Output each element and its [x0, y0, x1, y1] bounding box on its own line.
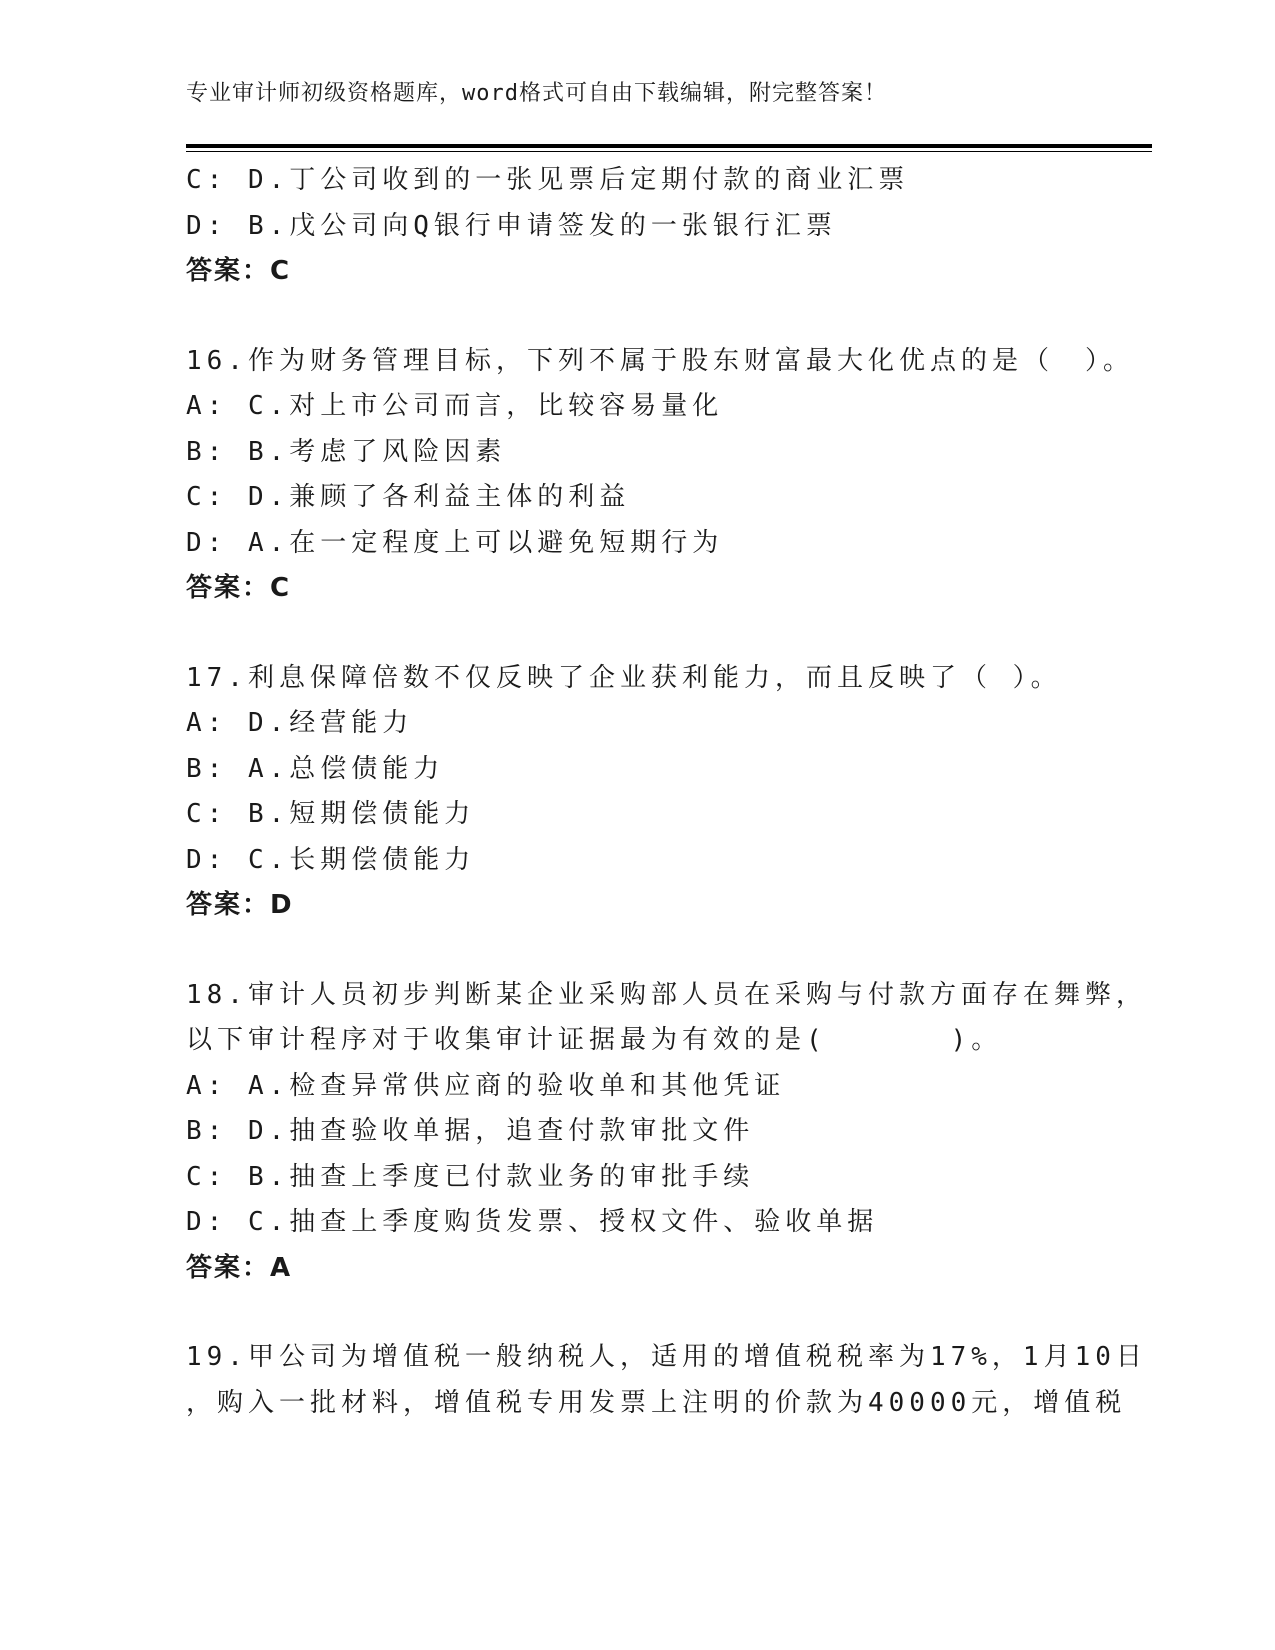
option-b: B: B.考虑了风险因素 — [186, 436, 507, 467]
option-b: B: A.总偿债能力 — [186, 753, 445, 784]
option-a: A: D.经营能力 — [186, 708, 414, 738]
header-rule-thick — [186, 144, 1152, 148]
option-b: B: D.抽查验收单据，追查付款审批文件 — [186, 1116, 755, 1146]
option-d: D: A.在一定程度上可以避免短期行为 — [186, 527, 724, 558]
question-18-block — [186, 973, 1146, 1292]
option-c: C: B.抽查上季度已付款业务的审批手续 — [186, 1161, 755, 1192]
option-d: D: C.长期偿债能力 — [186, 844, 476, 875]
question-text-line-1: 19.甲公司为增值税一般纳税人，适用的增值税税率为17%，1月10日 — [186, 1342, 1147, 1372]
option-c: C: D.丁公司收到的一张见票后定期付款的商业汇票 — [186, 165, 910, 195]
option-d: D: C.抽查上季度购货发票、授权文件、验收单据 — [186, 1207, 879, 1237]
question-content — [186, 158, 1146, 1426]
answer: 答案：D — [186, 890, 294, 920]
question-text-line-2: 以下审计程序对于收集审计证据最为有效的是( )。 — [186, 1025, 1003, 1055]
question-text: 17.利息保障倍数不仅反映了企业获利能力，而且反映了（ ）。 — [186, 662, 1062, 693]
prev-question-block — [186, 158, 1146, 295]
answer: 答案：C — [186, 256, 292, 286]
question-17-block — [186, 656, 1146, 929]
option-a: A: A.检查异常供应商的验收单和其他凭证 — [186, 1070, 786, 1101]
answer: 答案：C — [186, 573, 292, 603]
header-rule-thin — [186, 151, 1152, 152]
question-text: 16.作为财务管理目标，下列不属于股东财富最大化优点的是（ ）。 — [186, 345, 1134, 376]
question-19-block — [186, 1335, 1146, 1426]
option-d: D: B.戊公司向Q银行申请签发的一张银行汇票 — [186, 210, 837, 241]
option-a: A: C.对上市公司而言，比较容易量化 — [186, 391, 724, 421]
question-text-line-1: 18.审计人员初步判断某企业采购部人员在采购与付款方面存在舞弊， — [186, 979, 1147, 1010]
option-c: C: B.短期偿债能力 — [186, 799, 476, 829]
question-16-block — [186, 339, 1146, 612]
option-c: C: D.兼顾了各利益主体的利益 — [186, 482, 631, 512]
page-header: 专业审计师初级资格题库，word格式可自由下载编辑，附完整答案！ — [186, 81, 887, 106]
question-text-line-2: ，购入一批材料，增值税专用发票上注明的价款为40000元，增值税 — [186, 1387, 1127, 1418]
answer: 答案：A — [186, 1252, 293, 1283]
